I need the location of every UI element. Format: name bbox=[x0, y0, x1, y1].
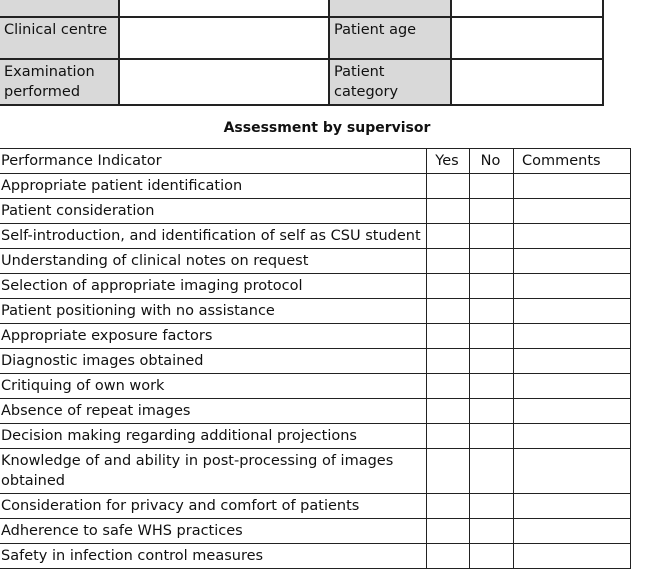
patient-category-field[interactable] bbox=[451, 59, 603, 105]
yes-cell[interactable] bbox=[427, 224, 470, 249]
no-cell[interactable] bbox=[470, 519, 514, 544]
examination-performed-label: Examination performed bbox=[0, 59, 119, 105]
no-cell[interactable] bbox=[470, 449, 514, 494]
indicator-row bbox=[0, 249, 631, 274]
no-cell[interactable] bbox=[470, 199, 514, 224]
indicator-label: Critiquing of own work bbox=[0, 374, 427, 399]
indicator-row bbox=[0, 224, 631, 249]
patient-category-label: Patient category bbox=[329, 59, 451, 105]
comments-cell[interactable] bbox=[514, 519, 631, 544]
patient-info-table bbox=[0, 0, 604, 106]
indicator-row bbox=[0, 494, 631, 519]
comments-cell[interactable] bbox=[514, 399, 631, 424]
indicator-label: Decision making regarding additional projections bbox=[0, 424, 427, 449]
info-row bbox=[0, 17, 603, 59]
yes-cell[interactable] bbox=[427, 494, 470, 519]
assessment-header-row bbox=[0, 149, 631, 174]
indicator-row bbox=[0, 374, 631, 399]
indicator-row bbox=[0, 399, 631, 424]
comments-cell[interactable] bbox=[514, 224, 631, 249]
indicator-label: Appropriate exposure factors bbox=[0, 324, 427, 349]
yes-cell[interactable] bbox=[427, 249, 470, 274]
yes-cell[interactable] bbox=[427, 544, 470, 569]
assessment-section-title: Assessment by supervisor bbox=[223, 120, 431, 136]
no-cell[interactable] bbox=[470, 299, 514, 324]
info-value-field[interactable] bbox=[451, 0, 603, 17]
indicator-row bbox=[0, 174, 631, 199]
no-cell[interactable] bbox=[470, 544, 514, 569]
assessment-table bbox=[0, 148, 631, 569]
comments-cell[interactable] bbox=[514, 299, 631, 324]
comments-cell[interactable] bbox=[514, 274, 631, 299]
yes-cell[interactable] bbox=[427, 449, 470, 494]
indicator-row bbox=[0, 299, 631, 324]
no-cell[interactable] bbox=[470, 349, 514, 374]
comments-cell[interactable] bbox=[514, 199, 631, 224]
yes-header: Yes bbox=[427, 149, 470, 174]
no-cell[interactable] bbox=[470, 324, 514, 349]
patient-age-field[interactable] bbox=[451, 17, 603, 59]
indicator-row bbox=[0, 274, 631, 299]
indicator-label: Understanding of clinical notes on request bbox=[0, 249, 427, 274]
indicator-label: Consideration for privacy and comfort of patients bbox=[0, 494, 427, 519]
indicator-label: Adherence to safe WHS practices bbox=[0, 519, 427, 544]
indicator-label: Knowledge of and ability in post-processing of images obtained bbox=[0, 449, 427, 494]
yes-cell[interactable] bbox=[427, 324, 470, 349]
yes-cell[interactable] bbox=[427, 399, 470, 424]
clinical-centre-field[interactable] bbox=[119, 17, 329, 59]
comments-cell[interactable] bbox=[514, 449, 631, 494]
comments-cell[interactable] bbox=[514, 374, 631, 399]
indicator-label: Safety in infection control measures bbox=[0, 544, 427, 569]
performance-indicator-header: Performance Indicator bbox=[0, 149, 427, 174]
info-label-top-right bbox=[329, 0, 451, 17]
info-row bbox=[0, 0, 603, 17]
indicator-row bbox=[0, 424, 631, 449]
info-label-top-left bbox=[0, 0, 119, 17]
indicator-label: Patient consideration bbox=[0, 199, 427, 224]
no-cell[interactable] bbox=[470, 274, 514, 299]
no-cell[interactable] bbox=[470, 174, 514, 199]
indicator-row bbox=[0, 349, 631, 374]
yes-cell[interactable] bbox=[427, 199, 470, 224]
clinical-centre-label: Clinical centre bbox=[0, 17, 119, 59]
no-cell[interactable] bbox=[470, 374, 514, 399]
indicator-row bbox=[0, 199, 631, 224]
yes-cell[interactable] bbox=[427, 424, 470, 449]
comments-cell[interactable] bbox=[514, 349, 631, 374]
no-header: No bbox=[470, 149, 514, 174]
yes-cell[interactable] bbox=[427, 519, 470, 544]
yes-cell[interactable] bbox=[427, 299, 470, 324]
indicator-label: Selection of appropriate imaging protocol bbox=[0, 274, 427, 299]
no-cell[interactable] bbox=[470, 224, 514, 249]
no-cell[interactable] bbox=[470, 424, 514, 449]
indicator-label: Patient positioning with no assistance bbox=[0, 299, 427, 324]
indicator-label: Appropriate patient identification bbox=[0, 174, 427, 199]
comments-cell[interactable] bbox=[514, 249, 631, 274]
indicator-label: Diagnostic images obtained bbox=[0, 349, 427, 374]
comments-cell[interactable] bbox=[514, 174, 631, 199]
yes-cell[interactable] bbox=[427, 274, 470, 299]
comments-cell[interactable] bbox=[514, 424, 631, 449]
no-cell[interactable] bbox=[470, 249, 514, 274]
yes-cell[interactable] bbox=[427, 374, 470, 399]
indicator-label: Absence of repeat images bbox=[0, 399, 427, 424]
patient-age-label: Patient age bbox=[329, 17, 451, 59]
no-cell[interactable] bbox=[470, 494, 514, 519]
indicator-label: Self-introduction, and identification of self as CSU student bbox=[0, 224, 427, 249]
yes-cell[interactable] bbox=[427, 174, 470, 199]
yes-cell[interactable] bbox=[427, 349, 470, 374]
info-value-field[interactable] bbox=[119, 0, 329, 17]
indicator-row bbox=[0, 324, 631, 349]
info-row bbox=[0, 59, 603, 105]
comments-cell[interactable] bbox=[514, 544, 631, 569]
indicator-row bbox=[0, 519, 631, 544]
examination-performed-field[interactable] bbox=[119, 59, 329, 105]
comments-cell[interactable] bbox=[514, 324, 631, 349]
indicator-row bbox=[0, 544, 631, 569]
comments-header: Comments bbox=[514, 149, 631, 174]
indicator-row bbox=[0, 449, 631, 494]
no-cell[interactable] bbox=[470, 399, 514, 424]
comments-cell[interactable] bbox=[514, 494, 631, 519]
